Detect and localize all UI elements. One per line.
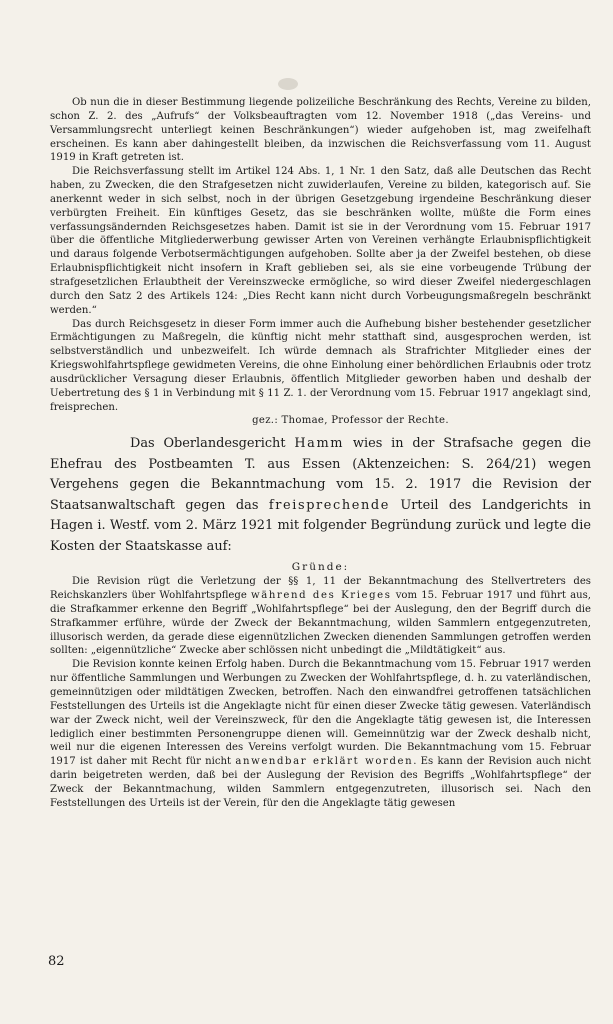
- section-heading: Gründe:: [291, 561, 350, 574]
- paragraph-6: [50, 658, 591, 810]
- paragraph-5-b: vom 15. Februar 1917 und führt aus, die Strafkammer erkenne den Begriff „Wohlfahrtspflege“ bei der Auslegung, den der Begriff durch die Strafkammer erführe, würde der Zweck der Bekanntmachung, wilden Sammlern entgegenzutreten, illusorisch werden, da gerade diese eigennützlichen Zwecken dienenden Sammlungen getroffen werden sollten: „eigennützliche“ Zwecke aber schlössen nicht unbedingt die „Mildtätigkeit“ aus.: [50, 590, 591, 657]
- acquittal-word: freisprechende: [268, 497, 390, 513]
- decision-text-b: wies in der Strafsache gegen die Ehefrau des Postbeamten T. aus Essen (Aktenzeichen: S. 264/21) wegen Vergehens gegen die Bekanntmachung vom 15. 2. 1917 die Revision der Staatsanwaltschaft gegen das: [50, 436, 591, 513]
- paper-stain: [278, 78, 298, 90]
- decision-text-c: Urteil des Landgerichts in Hagen i. Westf. vom 2. März 1921 mit folgender Begründung zurück und legte die Kosten der Staatskasse auf:: [50, 497, 591, 554]
- court-decision-paragraph: [50, 434, 591, 557]
- court-city: Hamm: [294, 436, 345, 452]
- paragraph-3: Das durch Reichsgesetz in dieser Form immer auch die Aufhebung bisher bestehender gesetzlicher Ermächtigungen zu Maßregeln, die künftig nicht mehr statthaft sind, ausgesprochen werden, ist selbstverständlich und unbezweifelt. Ich würde demnach als Strafrichter Mitglieder eines der Kriegswohlfahrtspflege gewidmeten Vereins, die ohne Einholung einer behördlichen Erlaubnis oder trotz ausdrücklicher Versagung dieser Erlaubnis, öffentlich Mitglieder geworben haben und deshalb der Uebertretung des § 1 in Verbindung mit § 11 Z. 1. der Verordnung vom 15. Februar 1917 angeklagt sind, freisprechen.: [50, 318, 591, 413]
- paragraph-1: Ob nun die in dieser Bestimmung liegende polizeiliche Beschränkung des Rechts, Vereine zu bilden, schon Z. 2. des „Aufrufs“ der Volksbeauftragten vom 12. November 1918 („das Vereins- und Versammlungsrecht unterliegt keinen Beschränkungen“) wieder aufgehoben ist, mag zweifelhaft erscheinen. Es kann aber dahingestellt bleiben, da inzwischen die Reichsverfassung vom 11. August 1919 in Kraft getreten ist.: [50, 97, 591, 164]
- paragraph-6-a: Die Revision konnte keinen Erfolg haben. Durch die Bekanntmachung vom 15. Februar 1917 werden nur öffentliche Sammlungen und Werbungen zu Zwecken der Wohlfahrtspflege, d. h. zu vaterländischen, gemeinnützigen oder mildtätigen Zwecken, betroffen. Nach den einwandfrei getroffenen tatsächlichen Feststellungen des Urteils ist die Angeklagte nicht für einen dieser Zwecke tätig gewesen. Vaterländisch war der Zweck nicht, weil der Vereinszweck, für den die Angeklagte tätig gewesen ist, die Interessen lediglich einer bestimmten Personengruppe dienen will. Gemeinnützig war der Zweck deshalb nicht, weil nur die eigenen Interessen des Vereins verfolgt wurden. Die Bekanntmachung vom 15. Februar 1917 ist daher mit Recht für nicht: [50, 659, 591, 768]
- paragraph-5-a: Die Revision rügt die Verletzung der §§ 1, 11 der Bekanntmachung des Stellvertreters des Reichskanzlers über Wohlfahrtspflege: [50, 576, 591, 602]
- decision-text-a: Das Oberlandesgericht: [130, 436, 295, 452]
- paragraph-5: [50, 575, 591, 658]
- signature-line: gez.: Thomae, Professor der Rechte.: [252, 415, 449, 427]
- paragraph-6-emphasis: anwendbar erklärt worden: [235, 756, 414, 768]
- page-number: 82: [48, 954, 65, 969]
- paragraph-2: Die Reichsverfassung stellt im Artikel 124 Abs. 1, 1 Nr. 1 den Satz, daß alle Deutschen das Recht haben, zu Zwecken, die den Strafgesetzen nicht zuwiderlaufen, Vereine zu bilden, kategorisch auf. Sie anerkennt weder in sich selbst, noch in der übrigen Gesetzgebung irgendeine Beschränkung dieser verbürgten Freiheit. Ein künftiges Gesetz, das sie beschränken wollte, müßte die Form eines verfassungsändernden Reichsgesetzes haben. Damit ist sie in der Verordnung vom 15. Februar 1917 über die öffentliche Mitgliederwerbung gewisser Arten von Vereinen verhängte Erlaubnispflichtigkeit und daraus folgende Verbotsermächtigungen aufgehoben. Sollte aber ja der Zweifel bestehen, ob diese Erlaubnispflichtigkeit nicht insofern in Kraft geblieben sei, als sie eine vorbeugende Trübung der strafgesetzlichen Erlaubtheit der Vereinszwecke ermögliche, so wird dieser Zweifel niedergeschlagen durch den Satz 2 des Artikels 124: „Dies Recht kann nicht durch Vorbeugungsmaßregeln beschränkt werden.“: [50, 166, 591, 316]
- paragraph-5-emphasis: während des Krieges: [251, 590, 392, 602]
- paragraph-6-b: . Es kann der Revision auch nicht darin beigetreten werden, daß bei der Auslegung der Revision des Begriffs „Wohlfahrtspflege“ der Zweck der Bekanntmachung, wilden Sammlern entgegenzutreten, illusorisch sei. Nach den Feststellungen des Urteils ist der Verein, für den die Angeklagte tätig gewesen: [50, 756, 591, 809]
